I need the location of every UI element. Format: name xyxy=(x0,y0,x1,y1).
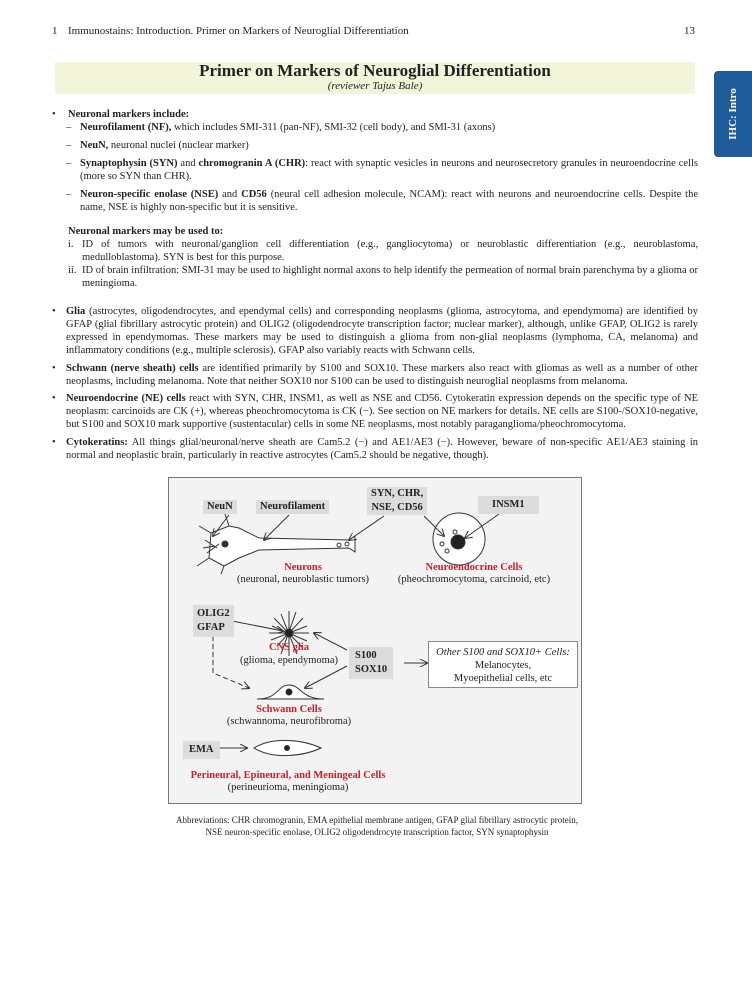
neuroendocrine-cell-icon xyxy=(433,513,485,565)
use-text: ID of tumors with neuronal/ganglion cell differentiation (e.g., gangliocytoma) or neuroblastic differentiation (e.g., neuroblastoma, medulloblastoma). SYN is best for this purpose. xyxy=(82,239,698,263)
dash: – xyxy=(66,140,72,151)
other-cells-box xyxy=(428,641,578,688)
bullet-ne xyxy=(66,392,698,431)
bullet-cytokeratins xyxy=(66,436,698,462)
item-bold: CD56 xyxy=(241,189,267,200)
item-bold: Neurofilament (NF), xyxy=(80,122,172,133)
label-gfap: GFAP xyxy=(197,622,225,633)
bullet-bold: Schwann (nerve sheath) cells xyxy=(66,363,199,374)
bullet-text: are identified primarily by S100 and SOX10. These markers also react with gliomas as well as a number of other neoplasms, including melanoma. Note that neither SOX10 nor S100 can be used to distinguish neuroglial neoplasms from melanoma. xyxy=(66,363,698,387)
neuronal-intro-bold: Neuronal markers xyxy=(68,109,151,120)
item-text: neuronal nuclei (nuclear marker) xyxy=(108,140,249,151)
bullet-bold: Glia xyxy=(66,306,86,317)
page-title: Primer on Markers of Neuroglial Differentiation xyxy=(199,61,551,80)
item-text: : react with synaptic vesicles in neurons and neurosecretory granules in neuroendocrine cells (more so SYN than CHR). xyxy=(80,158,698,182)
neuronal-item-syn xyxy=(80,157,698,183)
item-bold: Neuron-specific enolase (NSE) xyxy=(80,189,219,200)
bullet-schwann xyxy=(66,362,698,388)
item-bold: NeuN, xyxy=(80,140,109,151)
item-bold: Synaptophysin (SYN) xyxy=(80,158,178,169)
label-s100: S100 xyxy=(355,650,377,661)
bullet-bold: Cytokeratins: xyxy=(66,437,128,448)
ne-title: Neuroendocrine Cells xyxy=(425,562,523,573)
label-olig2: OLIG2 xyxy=(197,608,230,619)
neuronal-item-nf xyxy=(80,121,698,134)
label-syn-group xyxy=(367,487,427,515)
neuronal-item-nse xyxy=(80,188,698,214)
reviewer-credit: (reviewer Tajus Bale) xyxy=(327,80,423,92)
label-neurofilament: Neurofilament xyxy=(256,500,329,514)
label-olig2-gfap xyxy=(193,605,234,637)
neuronal-intro-rest: include: xyxy=(150,109,190,120)
label-sox10: SOX10 xyxy=(355,664,388,675)
dash: – xyxy=(66,122,72,133)
dash: – xyxy=(66,189,72,200)
page-number: 13 xyxy=(684,25,695,37)
schwann-subtitle: (schwannoma, neurofibroma) xyxy=(226,716,352,727)
label-ema: EMA xyxy=(183,741,220,759)
perineural-cell-icon xyxy=(254,740,321,755)
ne-subtitle: (pheochromocytoma, carcinoid, etc) xyxy=(397,574,551,585)
other-cells-line1: Melanocytes, xyxy=(474,660,532,671)
neurons-subtitle: (neuronal, neuroblastic tumors) xyxy=(236,574,370,585)
item-text: and xyxy=(177,158,199,169)
bullet-dot: • xyxy=(52,393,56,404)
bullet-text: (astrocytes, oligodendrocytes, and ependymal cells) and corresponding neoplasms (glioma, astrocytoma, and ependymoma) are identified by GFAP (glial fibrillary astrocytic protein) and OLIG2 (oligodendrocyte transcription factor; nuclear marker), although, unlike GFAP, OLIG2 is rarely expressed in ependymomas. These markers may be used to distinguish a glioma from non-glial neoplasms (lymphoma, CA, melanoma) and inflammatory conditions (e.g., multiple sclerosis). GFAP also variably reacts with Schwann cells. xyxy=(66,306,698,356)
section-tab-label: IHC: Intro xyxy=(727,88,739,140)
running-title: Immunostains: Introduction. Primer on Markers of Neuroglial Differentiation xyxy=(68,25,409,37)
chapter-number: 1 xyxy=(52,25,58,37)
use-text: ID of brain infiltration: SMI-31 may be used to highlight normal axons to help identify the permeation of normal brain parenchyma by a glioma or meningioma. xyxy=(82,265,698,289)
label-neun: NeuN xyxy=(203,500,237,514)
dash: – xyxy=(66,158,72,169)
other-cells-line2: Myoepithelial cells, etc xyxy=(453,673,553,684)
bullet-dot: • xyxy=(52,437,56,448)
neurons-title: Neurons xyxy=(284,562,322,573)
cns-glia-subtitle: (glioma, ependymoma) xyxy=(240,655,338,666)
neuronal-intro xyxy=(68,108,698,121)
cns-glia-title: CNS glia xyxy=(269,642,309,653)
bullet-dot: • xyxy=(52,109,56,120)
bullet-bold: Neuroendocrine (NE) cells xyxy=(66,393,186,404)
label-nse-cd56: NSE, CD56 xyxy=(371,502,423,513)
bullet-text: All things glial/neuronal/nerve sheath are Cam5.2 (−) and AE1/AE3 (−). However, beware of non-specific AE1/AE3 staining in normal and neoplastic brain, particularly in reactive astrocytes (Cam5.2 should be negative, though). xyxy=(66,437,698,461)
use-num: i. xyxy=(68,239,74,250)
perineural-subtitle: (perineurioma, meningioma) xyxy=(227,782,349,793)
bullet-dot: • xyxy=(52,306,56,317)
bullet-text: react with SYN, CHR, INSM1, as well as NSE and CD56. Cytokeratin expression depends on the specific type of NE neoplasm: carcinoids are CK (+), whereas pheochromocytoma is CK (−). See section on NE markers for details. NE cells are S100-/SOX10-negative, but S100 and SOX10 mark supportive (sustentacular) cells in some NE neoplasms, most notably paraganglioma/pheochromocytoma. xyxy=(66,393,699,430)
schwann-title: Schwann Cells xyxy=(256,704,322,715)
uses-heading xyxy=(68,225,223,238)
perineural-title: Perineural, Epineural, and Meningeal Cells xyxy=(190,770,386,781)
schwann-cell-icon xyxy=(257,685,324,699)
use-num: ii. xyxy=(68,265,77,276)
item-text: which includes SMI-311 (pan-NF), SMI-32 (cell body), and SMI-31 (axons) xyxy=(171,122,496,133)
abbreviations-line2: NSE neuron-specific enolase, OLIG2 oligodendrocyte transcription factor, SYN synaptophysin xyxy=(205,827,549,837)
bullet-glia xyxy=(66,305,698,357)
section-tab xyxy=(714,71,752,157)
abbreviations-caption xyxy=(170,814,584,838)
label-s100-sox10 xyxy=(349,647,393,679)
neuronal-item-neun xyxy=(80,139,698,152)
label-insm1: INSM1 xyxy=(478,496,539,514)
other-cells-title: Other S100 and SOX10+ Cells: xyxy=(436,647,570,658)
uses-heading-text: Neuronal markers may be used to: xyxy=(68,226,224,237)
item-text: and xyxy=(218,189,242,200)
label-syn-chr: SYN, CHR, xyxy=(371,488,424,499)
item-text: (neural cell adhesion molecule, NCAM): react with neurons and neuroendocrine cells. Despite the name, NSE is highly non-specific but it is sensitive. xyxy=(80,189,698,213)
abbreviations-line1: Abbreviations: CHR chromogranin, EMA epithelial membrane antigen, GFAP glial fibrillary astrocytic protein, xyxy=(176,815,578,825)
bullet-dot: • xyxy=(52,363,56,374)
item-bold: chromogranin A (CHR) xyxy=(198,158,306,169)
